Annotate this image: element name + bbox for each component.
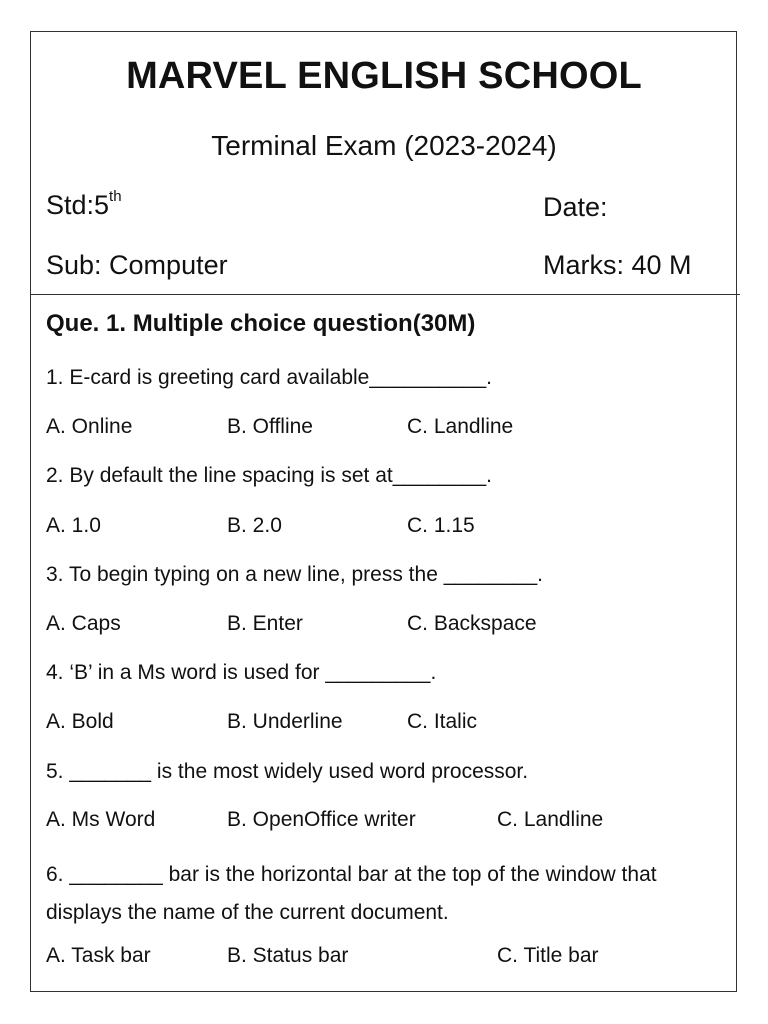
date-field: Date: — [543, 192, 608, 222]
q1-option-c: C. Landline — [407, 415, 514, 438]
marks-field: Marks: 40 M — [543, 250, 692, 280]
exam-title: Terminal Exam (2023-2024) — [211, 130, 557, 161]
q2-option-b: B. 2.0 — [227, 514, 282, 537]
q2-option-c: C. 1.15 — [407, 514, 475, 537]
question-1: 1. E-card is greeting card available__________. — [46, 366, 492, 389]
q6-option-b: B. Status bar — [227, 944, 349, 967]
q6-option-c: C. Title bar — [497, 944, 599, 967]
standard-superscript: th — [109, 188, 122, 205]
standard-field — [46, 190, 122, 221]
q4-option-b: B. Underline — [227, 710, 343, 733]
question-2: 2. By default the line spacing is set at________. — [46, 464, 492, 487]
question-4: 4. ‘B’ in a Ms word is used for _________. — [46, 661, 437, 684]
q4-option-c: C. Italic — [407, 710, 478, 733]
q3-option-b: B. Enter — [227, 612, 303, 635]
question-3: 3. To begin typing on a new line, press the ________. — [46, 563, 543, 586]
q6-option-a: A. Task bar — [46, 944, 151, 967]
header-divider — [30, 294, 740, 295]
school-name: MARVEL ENGLISH SCHOOL — [126, 55, 642, 97]
page-border — [30, 31, 737, 992]
q2-option-a: A. 1.0 — [46, 514, 101, 537]
q5-option-b: B. OpenOffice writer — [227, 808, 416, 831]
q4-option-a: A. Bold — [46, 710, 114, 733]
subject-field: Sub: Computer — [46, 250, 228, 280]
standard-label: Std:5 — [46, 190, 110, 220]
q5-option-c: C. Landline — [497, 808, 604, 831]
q5-option-a: A. Ms Word — [46, 808, 156, 831]
q3-option-c: C. Backspace — [407, 612, 537, 635]
question-6: 6. ________ bar is the horizontal bar at the top of the window that displays the name of the current document. — [46, 863, 657, 924]
question-5: 5. _______ is the most widely used word processor. — [46, 760, 529, 783]
q3-option-a: A. Caps — [46, 612, 121, 635]
q1-option-a: A. Online — [46, 415, 133, 438]
section-heading: Que. 1. Multiple choice question(30M) — [46, 310, 476, 337]
q1-option-b: B. Offline — [227, 415, 313, 438]
